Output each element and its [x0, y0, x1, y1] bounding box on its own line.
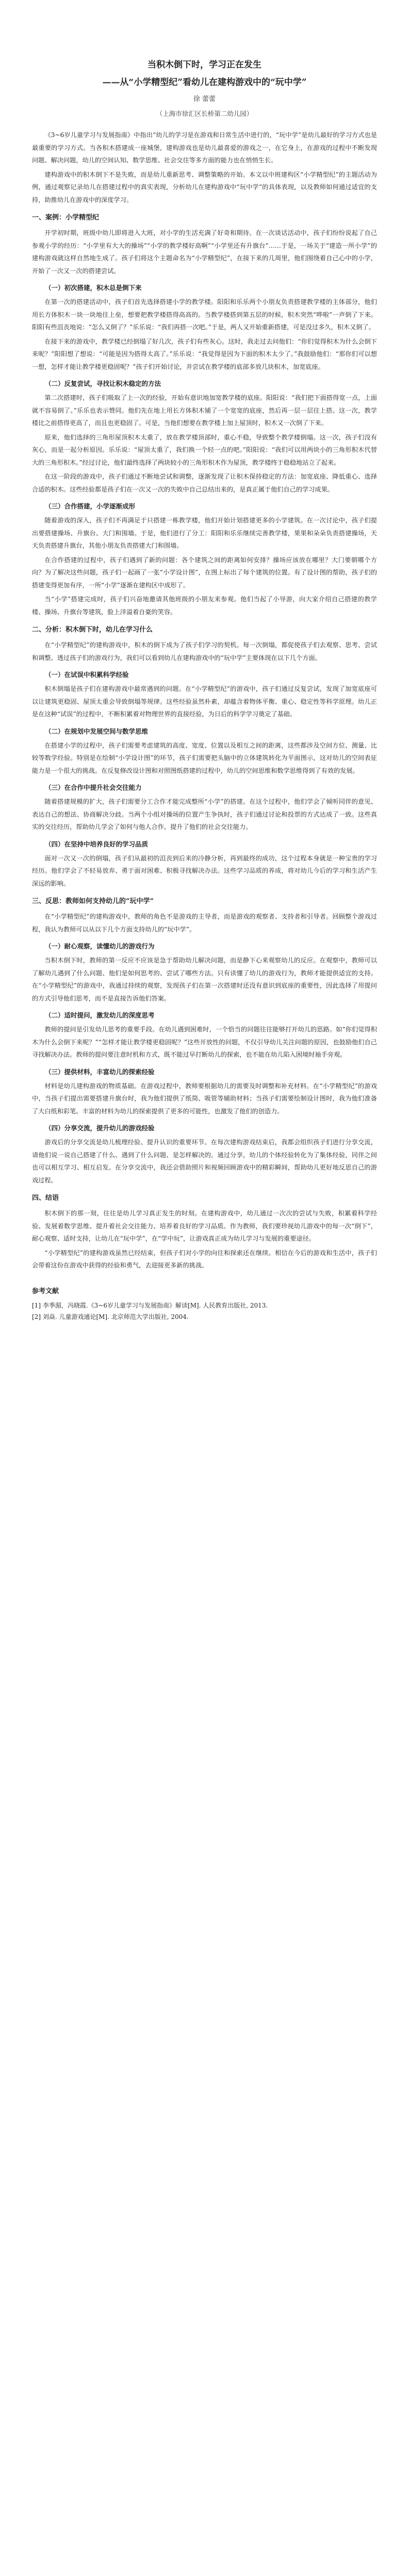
intro-paragraph: 《3~6岁儿童学习与发展指南》中指出“幼儿的学习是在游戏和日常生活中进行的，“玩中学”是幼儿最好的学习方式也是最重要的学习方式。当各积木搭建成一座城堡，建构游戏也是幼儿最喜爱的游戏之一，在它身上，在游戏的过程中不断发现问题、解决问题，幼儿的空间认知、数学思维、社会交往等多方面的能力也在悄悄生长。 — [32, 131, 377, 164]
paragraph: 在搭建小学的过程中，孩子们需要考虑建筑的高度、宽度、位置以及相互之间的距离，这些都涉及空间方位、测量、比较等数学经验。特别是在绘制“小学设计图”的环节，孩子们需要把头脑中的立体建筑转化为平面图示，这对幼儿的空间表征能力是一个很大的挑战。在反复修改设计图和对照图纸搭建的过程中，幼儿的空间思维和数学思维得到了有效的发展。 — [32, 741, 377, 774]
subsection-heading: （二）在规划中发展空间与数学思维 — [45, 727, 149, 735]
subsection-heading: （四）分享交流，提升幼儿的游戏经验 — [45, 1124, 155, 1132]
author-affiliation: （上海市徐汇区长桥第二幼儿园） — [156, 110, 253, 117]
paper-page — [32, 58, 377, 2576]
subsection-heading: （二）适时提问，激发幼儿的深度思考 — [45, 1011, 155, 1019]
paragraph: 当“小学”搭建完成时，孩子们兴奋地邀请其他班级的小朋友来参观。他们当起了小导游，向大家介绍自己搭建的教学楼、操场、升旗台等建筑，脸上洋溢着自豪的笑容。 — [32, 596, 377, 616]
reference-item: [1] 李季湄，冯晓霞.《3~6岁儿童学习与发展指南》解读[M]. 人民教育出版社, 2013. — [32, 1301, 268, 1309]
subsection-heading: （二）反复尝试，寻找让积木稳定的方法 — [45, 380, 161, 387]
introduction — [32, 129, 377, 206]
subsection-heading: （一）初次搭建，积木总是倒下来 — [45, 284, 142, 292]
references-title: 参考文献 — [32, 1287, 59, 1295]
section — [32, 1192, 377, 1272]
paragraph: 教师的提问是引发幼儿思考的重要手段。在幼儿遇到困难时，一个恰当的问题往往能够打开幼儿的思路。如“你们觉得积木为什么会倒下来呢？”“怎样才能让教学楼更稳固呢？”这些开放性的问题，不仅引导幼儿关注问题的原因，也鼓励他们自己寻找解决办法。教师的提问要注意时机和方式，既不能过早打断幼儿的探索，也不能在幼儿陷入困境时袖手旁观。 — [32, 1026, 377, 1058]
paragraph: 积木倒塌是孩子们在建构游戏中最常遇到的问题。在“小学精型纪”的游戏中，孩子们通过反复尝试，发现了加宽底座可以让建筑更稳固、屋顶太重会导致倒塌等规律。这些经验虽然朴素，却蕴含着物体平衡、重心、稳定性等科学原理。幼儿正是在这种“试误”的过程中，不断积累着对物理世界的直接经验，为日后的科学学习奠定了基础。 — [32, 685, 377, 718]
paragraph: 在第一次的搭建活动中，孩子们首先选择搭建小学的教学楼。阳阳和乐乐两个小朋友负责搭建教学楼的主体部分，他们用长方体积木一块一块地往上垒，想要把教学楼搭得高高的。当教学楼搭到第五层的时候，积木突然“哗啦”一声倒了下来。阳阳有些沮丧地说：“怎么又倒了？”乐乐说：“我们再搭一次吧。”于是，两人又开始重新搭建，可是没过多久，积木又倒了。 — [32, 298, 377, 331]
paragraph: “小学精型纪”的建构游戏虽然已经结束，但孩子们对小学的向往和探索还在继续。相信在今后的游戏和生活中，孩子们会带着这份在游戏中获得的经验和勇气，去迎接更多新的挑战。 — [32, 1249, 377, 1269]
paragraph: 在“小学精型纪”的建构游戏中，教师的角色不是游戏的主导者，而是游戏的观察者、支持者和引导者。回顾整个游戏过程，我认为教师可以从以下几个方面支持幼儿的“玩中学”。 — [32, 913, 377, 933]
paper-title: 当积木倒下时，学习正在发生 — [148, 60, 261, 70]
reference-item: [2] 刘焱. 儿童游戏通论[M]. 北京师范大学出版社, 2004. — [32, 1313, 189, 1320]
paragraph: 第二次搭建时，孩子们吸取了上一次的经验，开始有意识地加宽教学楼的底座。阳阳说：“我们把下面搭得宽一点，上面就不容易倒了。”乐乐也表示赞同。他们先在地上用长方体积木铺了一个宽宽的底座，然后再一层一层往上搭。这一次，教学楼比之前搭得更高了，而且也更稳固了。可是，当他们想要在教学楼上加上屋顶时，积木又一次倒了下来。 — [32, 394, 377, 427]
section-heading: 一、案例：小学精型纪 — [32, 214, 100, 222]
paragraph: 在合作搭建的过程中，孩子们遇到了新的问题：各个建筑之间的距离如何安排？操场应该放在哪里？大门要朝哪个方向？为了解决这些问题，孩子们一起画了一张“小学设计图”，在图上标出了每个建筑的位置。有了设计图的帮助，孩子们的搭建变得更加有序，一所“小学”逐渐在建构区中成形了。 — [32, 556, 377, 589]
reference-list — [32, 1300, 377, 1323]
references — [32, 1285, 377, 1323]
paragraph: 游戏后的分享交流是幼儿梳理经验、提升认识的重要环节。在每次建构游戏结束后，我都会组织孩子们进行分享交流，请他们说一说自己搭建了什么、遇到了什么问题、是怎样解决的。通过分享，幼儿的个体经验转化为了集体经验，同伴之间也可以相互学习、相互启发。在分享交流中，我还会借助照片和视频回顾游戏中的精彩瞬间，帮助幼儿更好地反思自己的游戏过程。 — [32, 1139, 377, 1184]
body-sections — [32, 211, 377, 1272]
paragraph: 随着游戏的深入，孩子们不再满足于只搭建一栋教学楼，他们开始计划搭建更多的小学建筑。在一次讨论中，孩子们提出要搭建操场、升旗台、大门和围墙。于是，他们进行了分工：阳阳和乐乐继续完善教学楼，果果和朵朵负责搭建操场，天天负责搭建升旗台，其他小朋友负责搭建大门和围墙。 — [32, 517, 377, 549]
paragraph: 原来，他们选择的三角形屋顶积木太重了，放在教学楼顶部时，重心不稳，导致整个教学楼倒塌。这一次，孩子们没有灰心，而是一起分析原因。乐乐说：“屋顶太重了，我们换一个轻一点的吧。”阳阳说：“我们可以用两块小的三角形积木代替大的三角形积木。”经过讨论，他们最终选择了两块较小的三角形积木作为屋顶，教学楼终于稳稳地站立了起来。 — [32, 433, 377, 466]
subsection-heading: （三）提供材料，丰富幼儿的探索经验 — [45, 1067, 155, 1076]
subsection-heading: （四）在坚持中培养良好的学习品质 — [45, 840, 149, 848]
section — [32, 895, 377, 1187]
author-name: 徐 蕾蕾 — [193, 95, 216, 103]
paragraph: 当积木倒下时，教师的第一反应不应该是急于帮助幼儿解决问题，而是静下心来观察幼儿的反应。在观察中，教师可以了解幼儿遇到了什么问题、他们是如何思考的、尝试了哪些方法。只有读懂了幼儿的游戏行为，教师才能提供适宜的支持。在“小学精型纪”的游戏中，我通过持续的观察，发现孩子们在第一次搭建时还没有意识到底座的重要性，因此选择了用提问的方式引导他们思考，而不是直接告诉他们答案。 — [32, 957, 377, 1002]
paragraph: 积木倒下的那一刻，往往是幼儿学习真正发生的时刻。在建构游戏中，幼儿通过一次次的尝试与失败，积累着科学经验、发展着数学思维、提升着社会交往能力、培养着良好的学习品质。作为教师，我们要珍视幼儿游戏中的每一次“倒下”，耐心观察、适时支持，让幼儿在“玩中学”，在“学中玩”，让游戏真正成为幼儿学习与发展的重要途径。 — [32, 1210, 377, 1242]
section — [32, 623, 377, 890]
subsection-heading: （一）耐心观察，读懂幼儿的游戏行为 — [45, 942, 155, 950]
paper-subtitle: ——从“小学精型纪”看幼儿在建构游戏中的“玩中学” — [102, 77, 307, 88]
subsection-heading: （三）合作搭建，小学逐渐成形 — [45, 502, 136, 510]
paragraph: 面对一次又一次的倒塌，孩子们从最初的沮丧到后来的冷静分析，再到最终的成功，这个过程本身就是一种宝贵的学习经历。他们学会了不轻易放弃、勇于面对困难、积极寻找解决办法。这些学习品质的养成，将对幼儿今后的学习和生活产生深远的影响。 — [32, 854, 377, 887]
paragraph: 随着搭建规模的扩大，孩子们需要分工合作才能完成整所“小学”的搭建。在这个过程中，他们学会了倾听同伴的意见、表达自己的想法、协商解决分歧。当两个小组对操场的位置产生争执时，孩子们通过讨论和投票的方式达成了一致。这些真实的交往经历，帮助幼儿学会了如何与他人合作，提升了他们的社会交往能力。 — [32, 798, 377, 831]
paragraph: 在“小学精型纪”的建构游戏中，积木的倒下成为了孩子们学习的契机。每一次倒塌，都促使孩子们去观察、思考、尝试和调整。透过孩子们的游戏行为，我们可以看到幼儿在建构游戏中的“玩中学”主要体现在以下几个方面。 — [32, 641, 377, 662]
section-heading: 三、反思：教师如何支持幼儿的“玩中学” — [32, 897, 154, 905]
paragraph: 材料是幼儿建构游戏的物质基础。在游戏过程中，教师要根据幼儿的需要及时调整和补充材料。在“小学精型纪”的游戏中，当孩子们提出需要搭建升旗台时，我为他们提供了纸筒、吸管等辅助材料；当孩子们需要绘制设计图时，我为他们准备了大白纸和彩笔。丰富的材料为幼儿的探索提供了更多的可能性，也激发了他们的创造力。 — [32, 1082, 377, 1115]
subsection-heading: （一）在试误中积累科学经验 — [45, 671, 129, 679]
section-heading: 二、分析：积木倒下时，幼儿在学习什么 — [32, 626, 153, 634]
section — [32, 211, 377, 618]
paragraph: 在接下来的游戏中，教学楼已经倒塌了好几次，孩子们有些灰心。这时，我走过去问他们：“你们觉得积木为什么会倒下来呢？”阳阳想了想说：“可能是因为搭得太高了。”乐乐说：“我觉得是因为下面的积木太少了。”我鼓励他们：“那你们可以想一想，怎样才能让教学楼更稳固呢？”孩子们开始讨论，并尝试在教学楼的底部多放几块积木，加宽底座。 — [32, 337, 377, 370]
paragraph: 开学初时期，班级中幼儿即将进入大班，对小学的生活充满了好奇和期待。在一次谈话活动中，孩子们纷纷说起了自己参观小学的经历：“小学里有大大的操场”“小学的教学楼好高啊”“小学里还有升旗台”……于是，一场关于“建造一所小学”的建构游戏就这样自然地生成了。孩子们将这个主题命名为“小学精型纪”，在接下来的几周里，他们围绕着自己心中的小学，开始了一次又一次的搭建尝试。 — [32, 229, 377, 275]
section-heading: 四、结语 — [32, 1194, 59, 1202]
paragraph: 在这一阶段的游戏中，孩子们通过不断地尝试和调整，逐渐发现了让积木保持稳定的方法：加宽底座、降低重心、选择合适的积木。这些经验都是孩子们在一次又一次的失败中自己总结出来的，是真正属于他们自己的学习成果。 — [32, 473, 377, 493]
subsection-heading: （三）在合作中提升社会交往能力 — [45, 784, 142, 791]
intro-paragraph: 建构游戏中的积木倒下不是失败，而是幼儿重新思考、调整策略的开始。本文以中班建构区“小学精型纪”的主题活动为例，通过观察记录幼儿在搭建过程中的真实表现，分析幼儿在建构游戏中“玩中学”的具体表现，以及教师如何通过适宜的支持，助推幼儿在游戏中的深度学习。 — [32, 171, 377, 204]
